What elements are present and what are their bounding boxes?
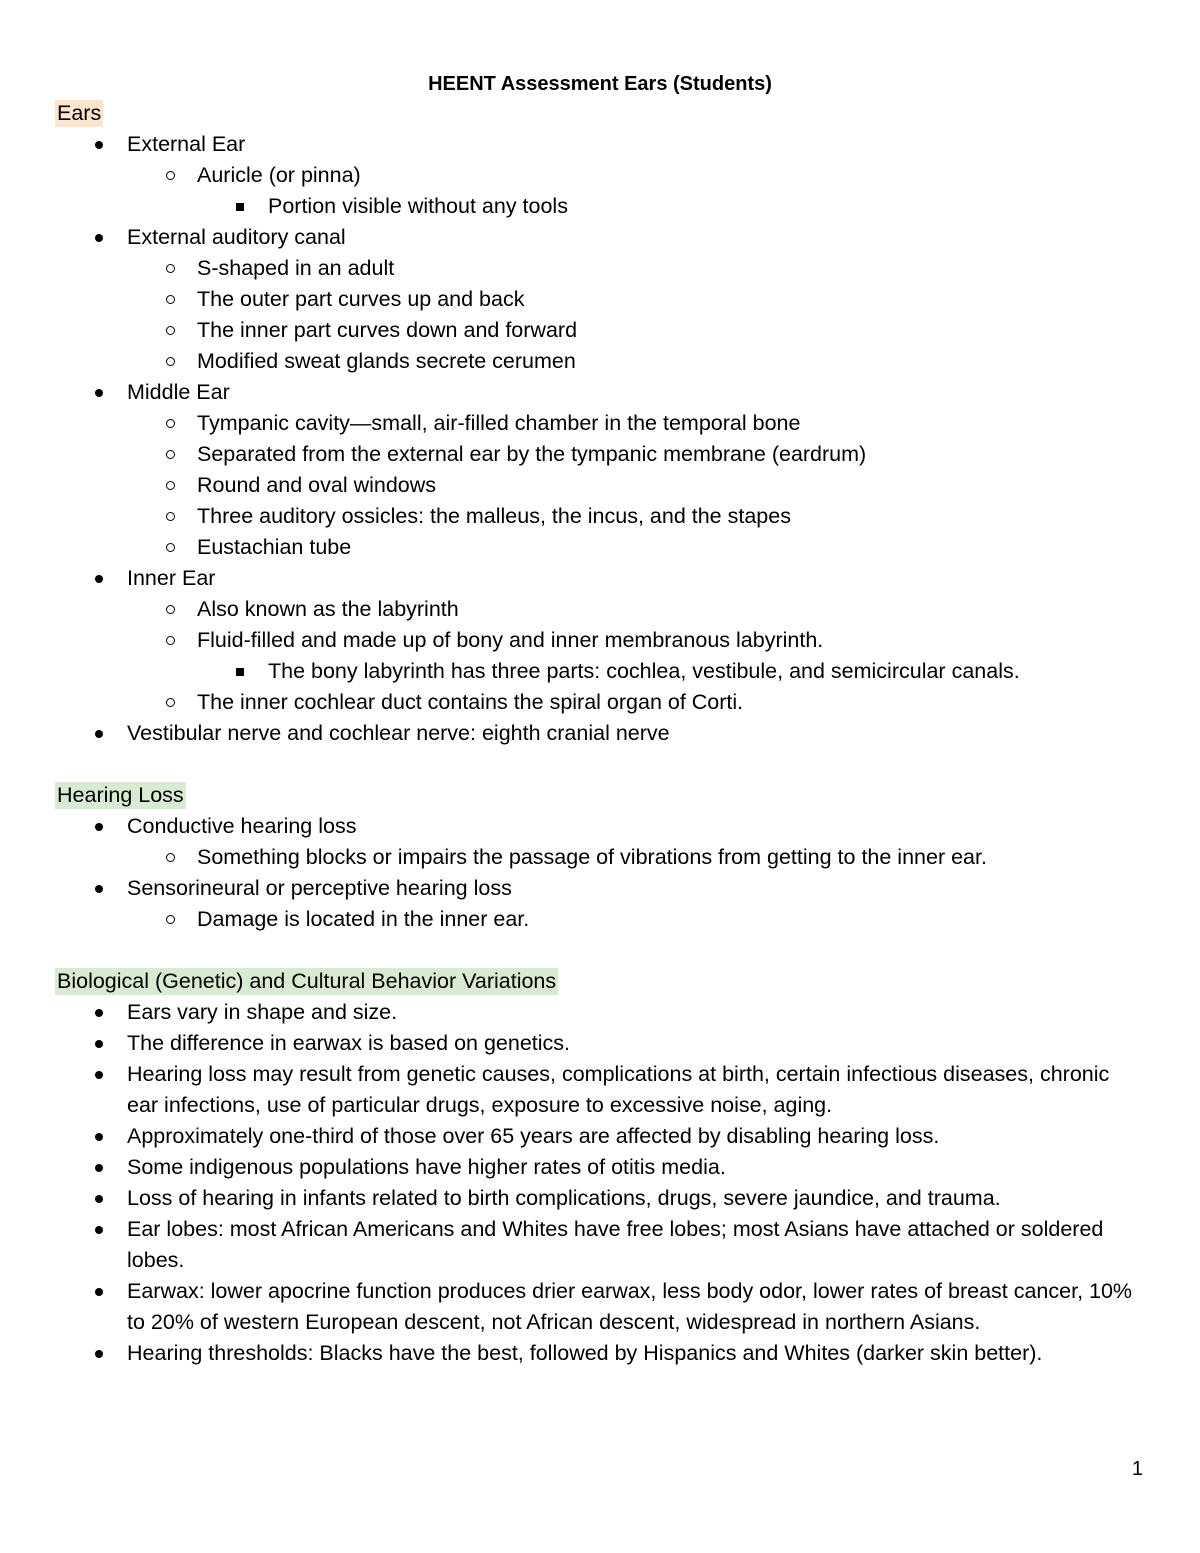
bullet-circle-icon xyxy=(163,625,177,656)
list-item xyxy=(56,594,1146,625)
section-hearing-loss xyxy=(56,780,1146,935)
list-item-text: External Ear xyxy=(127,132,246,156)
list-item-text: Something blocks or impairs the passage of vibrations from getting to the inner ear. xyxy=(197,845,987,869)
bullet-dot-icon xyxy=(92,1338,106,1369)
list-item-text: Three auditory ossicles: the malleus, the incus, and the stapes xyxy=(197,504,791,528)
bullet-circle-icon xyxy=(163,501,177,532)
bullet-list-ears xyxy=(56,129,1146,749)
list-item-text: Auricle (or pinna) xyxy=(197,163,361,187)
list-item xyxy=(56,1276,1146,1338)
list-item-text: Hearing loss may result from genetic causes, complications at birth, certain infectious diseases, chronic ear infections, use of particular drugs, exposure to excessive noise, aging. xyxy=(127,1062,1110,1117)
bullet-circle-icon xyxy=(163,315,177,346)
list-item xyxy=(56,563,1146,594)
bullet-dot-icon xyxy=(92,1214,106,1245)
bullet-circle-icon xyxy=(163,284,177,315)
list-item xyxy=(56,1152,1146,1183)
section-ears xyxy=(56,98,1146,749)
list-item-text: Loss of hearing in infants related to birth complications, drugs, severe jaundice, and trauma. xyxy=(127,1186,1001,1210)
bullet-circle-icon xyxy=(163,253,177,284)
bullet-circle-icon xyxy=(163,470,177,501)
bullet-square-icon xyxy=(233,656,247,687)
list-item xyxy=(56,904,1146,935)
bullet-dot-icon xyxy=(92,563,106,594)
page-number: 1 xyxy=(1131,1458,1143,1480)
section-heading-ears: Ears xyxy=(57,101,102,125)
bullet-dot-icon xyxy=(92,129,106,160)
list-item-text: Fluid-filled and made up of bony and inner membranous labyrinth. xyxy=(197,628,824,652)
bullet-list-variations xyxy=(56,997,1146,1369)
bullet-square-icon xyxy=(233,191,247,222)
bullet-dot-icon xyxy=(92,222,106,253)
list-item-text: Round and oval windows xyxy=(197,473,437,497)
list-item-text: S-shaped in an adult xyxy=(197,256,395,280)
list-item-text: Ears vary in shape and size. xyxy=(127,1000,398,1024)
list-item-text: The inner part curves down and forward xyxy=(197,318,578,342)
list-item-text: Approximately one-third of those over 65 years are affected by disabling hearing loss. xyxy=(127,1124,940,1148)
list-item xyxy=(56,811,1146,842)
bullet-dot-icon xyxy=(92,1121,106,1152)
list-item-text: Conductive hearing loss xyxy=(127,814,357,838)
list-item-text: Earwax: lower apocrine function produces drier earwax, less body odor, lower rates of breast cancer, 10% to 20% of western European descent, not African descent, widespread in northern Asians. xyxy=(127,1279,1133,1334)
bullet-dot-icon xyxy=(92,1028,106,1059)
bullet-dot-icon xyxy=(92,997,106,1028)
list-item-text: Tympanic cavity—small, air-filled chamber in the temporal bone xyxy=(197,411,801,435)
list-item xyxy=(56,439,1146,470)
list-item xyxy=(56,284,1146,315)
list-item-text: Ear lobes: most African Americans and Whites have free lobes; most Asians have attached or soldered lobes. xyxy=(127,1217,1104,1272)
list-item xyxy=(56,1183,1146,1214)
list-item xyxy=(56,1338,1146,1369)
list-item-text: Hearing thresholds: Blacks have the best, followed by Hispanics and Whites (darker skin better). xyxy=(127,1341,1043,1365)
bullet-dot-icon xyxy=(92,1183,106,1214)
list-item-text: The inner cochlear duct contains the spiral organ of Corti. xyxy=(197,690,744,714)
list-item xyxy=(56,160,1146,191)
list-item xyxy=(56,501,1146,532)
list-item xyxy=(56,470,1146,501)
bullet-list-hearing-loss xyxy=(56,811,1146,935)
document-title: HEENT Assessment Ears (Students) xyxy=(428,73,772,95)
list-item-text: Portion visible without any tools xyxy=(268,194,568,218)
bullet-circle-icon xyxy=(163,346,177,377)
list-item xyxy=(56,253,1146,284)
list-item xyxy=(56,1214,1146,1276)
list-item xyxy=(56,873,1146,904)
list-item xyxy=(56,222,1146,253)
list-item-text: Modified sweat glands secrete cerumen xyxy=(197,349,576,373)
bullet-dot-icon xyxy=(92,1059,106,1090)
list-item-text: Eustachian tube xyxy=(197,535,352,559)
list-item xyxy=(56,129,1146,160)
list-item-text: Middle Ear xyxy=(127,380,230,404)
list-item xyxy=(56,532,1146,563)
list-item-text: Vestibular nerve and cochlear nerve: eighth cranial nerve xyxy=(127,721,670,745)
list-item-text: The bony labyrinth has three parts: cochlea, vestibule, and semicircular canals. xyxy=(268,659,1020,683)
bullet-circle-icon xyxy=(163,687,177,718)
list-item-text: External auditory canal xyxy=(127,225,346,249)
list-item xyxy=(56,191,1146,222)
bullet-circle-icon xyxy=(163,904,177,935)
bullet-circle-icon xyxy=(163,439,177,470)
list-item xyxy=(56,346,1146,377)
list-item xyxy=(56,687,1146,718)
bullet-dot-icon xyxy=(92,873,106,904)
list-item xyxy=(56,625,1146,656)
section-variations xyxy=(56,966,1146,1369)
list-item-text: Separated from the external ear by the tympanic membrane (eardrum) xyxy=(197,442,867,466)
list-item xyxy=(56,656,1146,687)
bullet-circle-icon xyxy=(163,160,177,191)
list-item-text: Some indigenous populations have higher rates of otitis media. xyxy=(127,1155,726,1179)
list-item-text: Also known as the labyrinth xyxy=(197,597,459,621)
list-item xyxy=(56,1121,1146,1152)
list-item-text: The difference in earwax is based on genetics. xyxy=(127,1031,571,1055)
list-item xyxy=(56,1028,1146,1059)
list-item-text: The outer part curves up and back xyxy=(197,287,525,311)
list-item xyxy=(56,1059,1146,1121)
bullet-circle-icon xyxy=(163,842,177,873)
bullet-dot-icon xyxy=(92,718,106,749)
section-heading-hearing-loss: Hearing Loss xyxy=(57,783,184,807)
bullet-dot-icon xyxy=(92,1152,106,1183)
list-item xyxy=(56,377,1146,408)
bullet-dot-icon xyxy=(92,377,106,408)
list-item xyxy=(56,315,1146,346)
list-item-text: Sensorineural or perceptive hearing loss xyxy=(127,876,512,900)
list-item xyxy=(56,718,1146,749)
document-body xyxy=(56,98,1146,1369)
bullet-circle-icon xyxy=(163,532,177,563)
list-item-text: Damage is located in the inner ear. xyxy=(197,907,530,931)
list-item xyxy=(56,997,1146,1028)
bullet-circle-icon xyxy=(163,594,177,625)
section-heading-variations: Biological (Genetic) and Cultural Behavior Variations xyxy=(57,969,557,993)
bullet-circle-icon xyxy=(163,408,177,439)
bullet-dot-icon xyxy=(92,811,106,842)
list-item xyxy=(56,842,1146,873)
list-item xyxy=(56,408,1146,439)
bullet-dot-icon xyxy=(92,1276,106,1307)
list-item-text: Inner Ear xyxy=(127,566,216,590)
